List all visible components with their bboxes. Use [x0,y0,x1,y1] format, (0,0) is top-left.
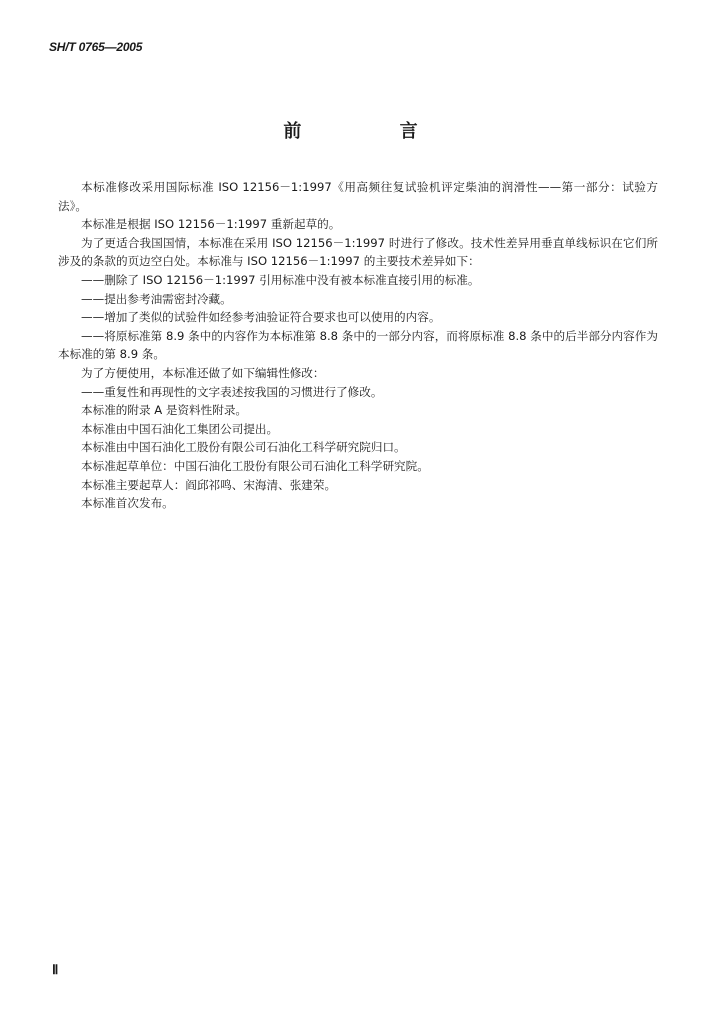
standard-number: SH/T 0765—2005 [49,40,143,54]
paragraph: 本标准由中国石油化工集团公司提出。 [81,421,279,436]
paragraph: 本标准是根据 ISO 12156－1:1997 重新起草的。 [81,217,341,232]
paragraph: 为了更适合我国国情，本标准在采用 ISO 12156－1:1997 时进行了修改。技术性差异用垂直单线标识在它们所涉及的条款的页边空白处。本标准与 ISO 12156－1:1997 的主要技术差异如下： [58,235,658,269]
list-item: ——重复性和再现性的文字表述按我国的习惯进行了修改。 [81,384,383,399]
list-item: ——将原标准第 8.9 条中的内容作为本标准第 8.8 条中的一部分内容，而将原标准 8.8 条中的后半部分内容作为本标准的第 8.9 条。 [58,328,658,362]
page-title: 前 言 [283,121,464,142]
paragraph: 本标准起草单位：中国石油化工股份有限公司石油化工科学研究院。 [81,458,429,473]
foreword-body [58,178,658,513]
paragraph: 本标准修改采用国际标准 ISO 12156－1:1997《用高频往复试验机评定柴油的润滑性——第一部分：试验方法》。 [58,180,658,213]
list-item: ——删除了 ISO 12156－1:1997 引用标准中没有被本标准直接引用的标准。 [81,272,480,287]
page-number: Ⅱ [52,962,59,977]
paragraph: 本标准主要起草人：阎邱祁鸣、宋海清、张建荣。 [81,477,337,492]
paragraph: 本标准首次发布。 [81,496,174,511]
paragraph: 为了方便使用，本标准还做了如下编辑性修改： [81,365,325,380]
paragraph: 本标准由中国石油化工股份有限公司石油化工科学研究院归口。 [81,440,406,455]
paragraph: 本标准的附录 A 是资料性附录。 [81,403,248,418]
list-item: ——增加了类似的试验件如经参考油验证符合要求也可以使用的内容。 [81,310,441,325]
list-item: ——提出参考油需密封冷藏。 [81,291,232,306]
